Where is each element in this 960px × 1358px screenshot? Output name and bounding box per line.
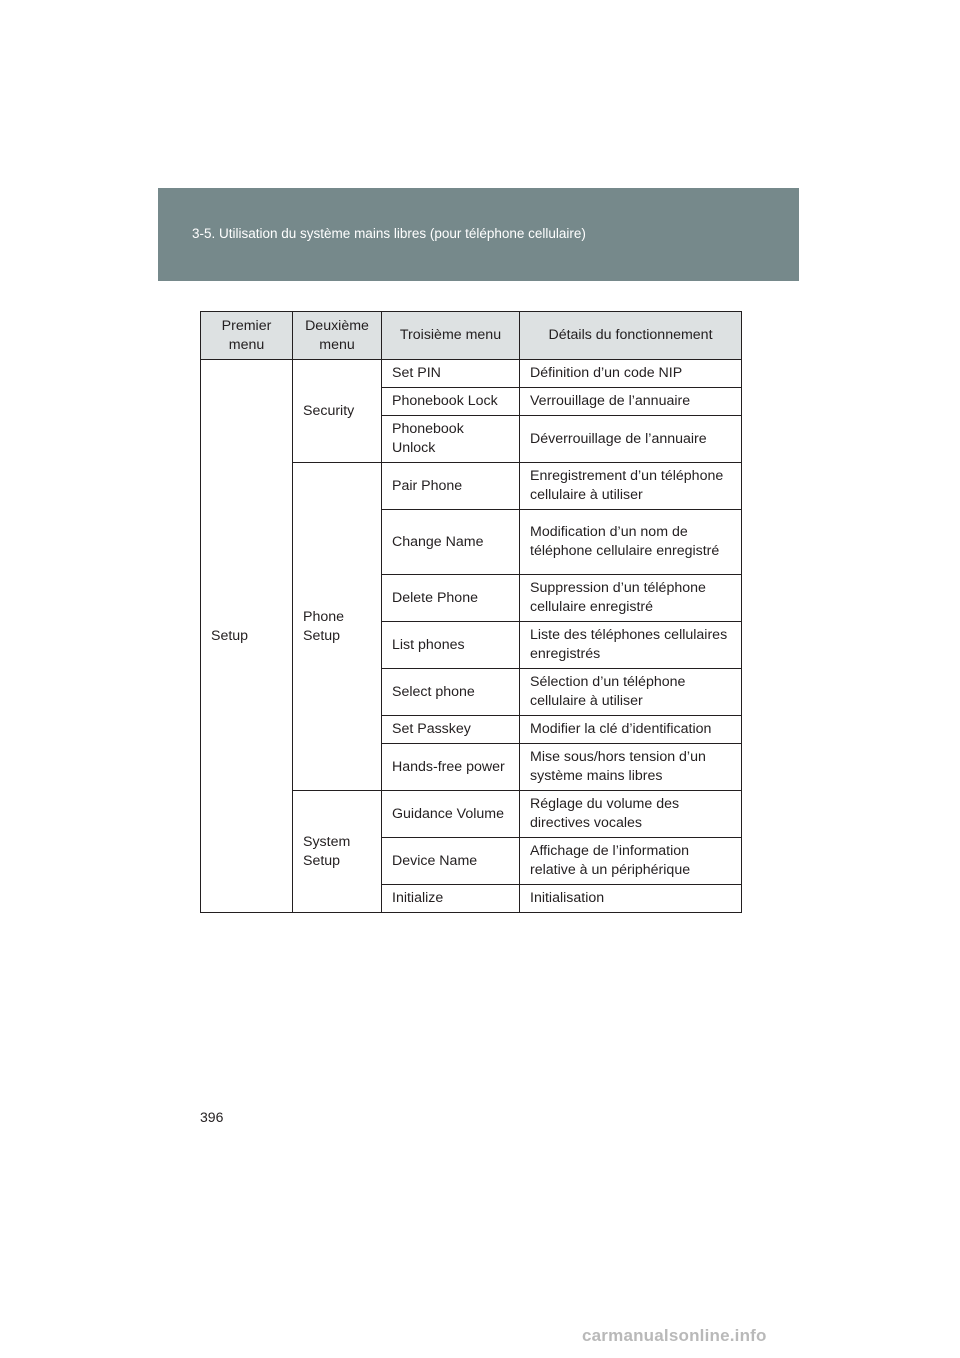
third-menu-cell: Phonebook Unlock: [382, 416, 520, 463]
footer-watermark: carmanualsonline.info: [582, 1326, 767, 1345]
table-row: [201, 360, 742, 388]
detail-cell: Suppression d’un téléphone cellulaire enregistré: [520, 575, 742, 622]
detail-cell: Sélection d’un téléphone cellulaire à utiliser: [520, 669, 742, 716]
second-menu-cell: System Setup: [293, 791, 382, 913]
first-menu-cell: Setup: [201, 360, 293, 913]
detail-cell: Enregistrement d’un téléphone cellulaire à utiliser: [520, 463, 742, 510]
second-menu-cell: Phone Setup: [293, 463, 382, 791]
section-header-band: [158, 188, 799, 281]
col-header-second-menu: Deuxième menu: [293, 312, 382, 360]
third-menu-cell: Set PIN: [382, 360, 520, 388]
col-header-first-menu: Premier menu: [201, 312, 293, 360]
third-menu-cell: Delete Phone: [382, 575, 520, 622]
section-title: 3-5. Utilisation du système mains libres (pour téléphone cellulaire): [192, 226, 586, 241]
detail-cell: Modifier la clé d’identification: [520, 716, 742, 744]
detail-cell: Modification d’un nom de téléphone cellulaire enregistré: [520, 510, 742, 575]
third-menu-cell: Select phone: [382, 669, 520, 716]
third-menu-cell: Set Passkey: [382, 716, 520, 744]
third-menu-cell: Guidance Volume: [382, 791, 520, 838]
detail-cell: Définition d’un code NIP: [520, 360, 742, 388]
third-menu-cell: Change Name: [382, 510, 520, 575]
detail-cell: Réglage du volume des directives vocales: [520, 791, 742, 838]
detail-cell: Déverrouillage de l’annuaire: [520, 416, 742, 463]
detail-cell: Liste des téléphones cellulaires enregistrés: [520, 622, 742, 669]
detail-cell: Initialisation: [520, 885, 742, 913]
third-menu-cell: Pair Phone: [382, 463, 520, 510]
third-menu-cell: Phonebook Lock: [382, 388, 520, 416]
third-menu-cell: Hands-free power: [382, 744, 520, 791]
second-menu-cell: Security: [293, 360, 382, 463]
table-header-row: [201, 312, 742, 360]
detail-cell: Mise sous/hors tension d’un système mains libres: [520, 744, 742, 791]
third-menu-cell: Device Name: [382, 838, 520, 885]
detail-cell: Affichage de l’information relative à un périphérique: [520, 838, 742, 885]
third-menu-cell: Initialize: [382, 885, 520, 913]
third-menu-cell: List phones: [382, 622, 520, 669]
detail-cell: Verrouillage de l’annuaire: [520, 388, 742, 416]
col-header-details: Détails du fonctionnement: [520, 312, 742, 360]
menu-table: [200, 311, 742, 913]
page-number: 396: [200, 1109, 224, 1125]
col-header-third-menu: Troisième menu: [382, 312, 520, 360]
